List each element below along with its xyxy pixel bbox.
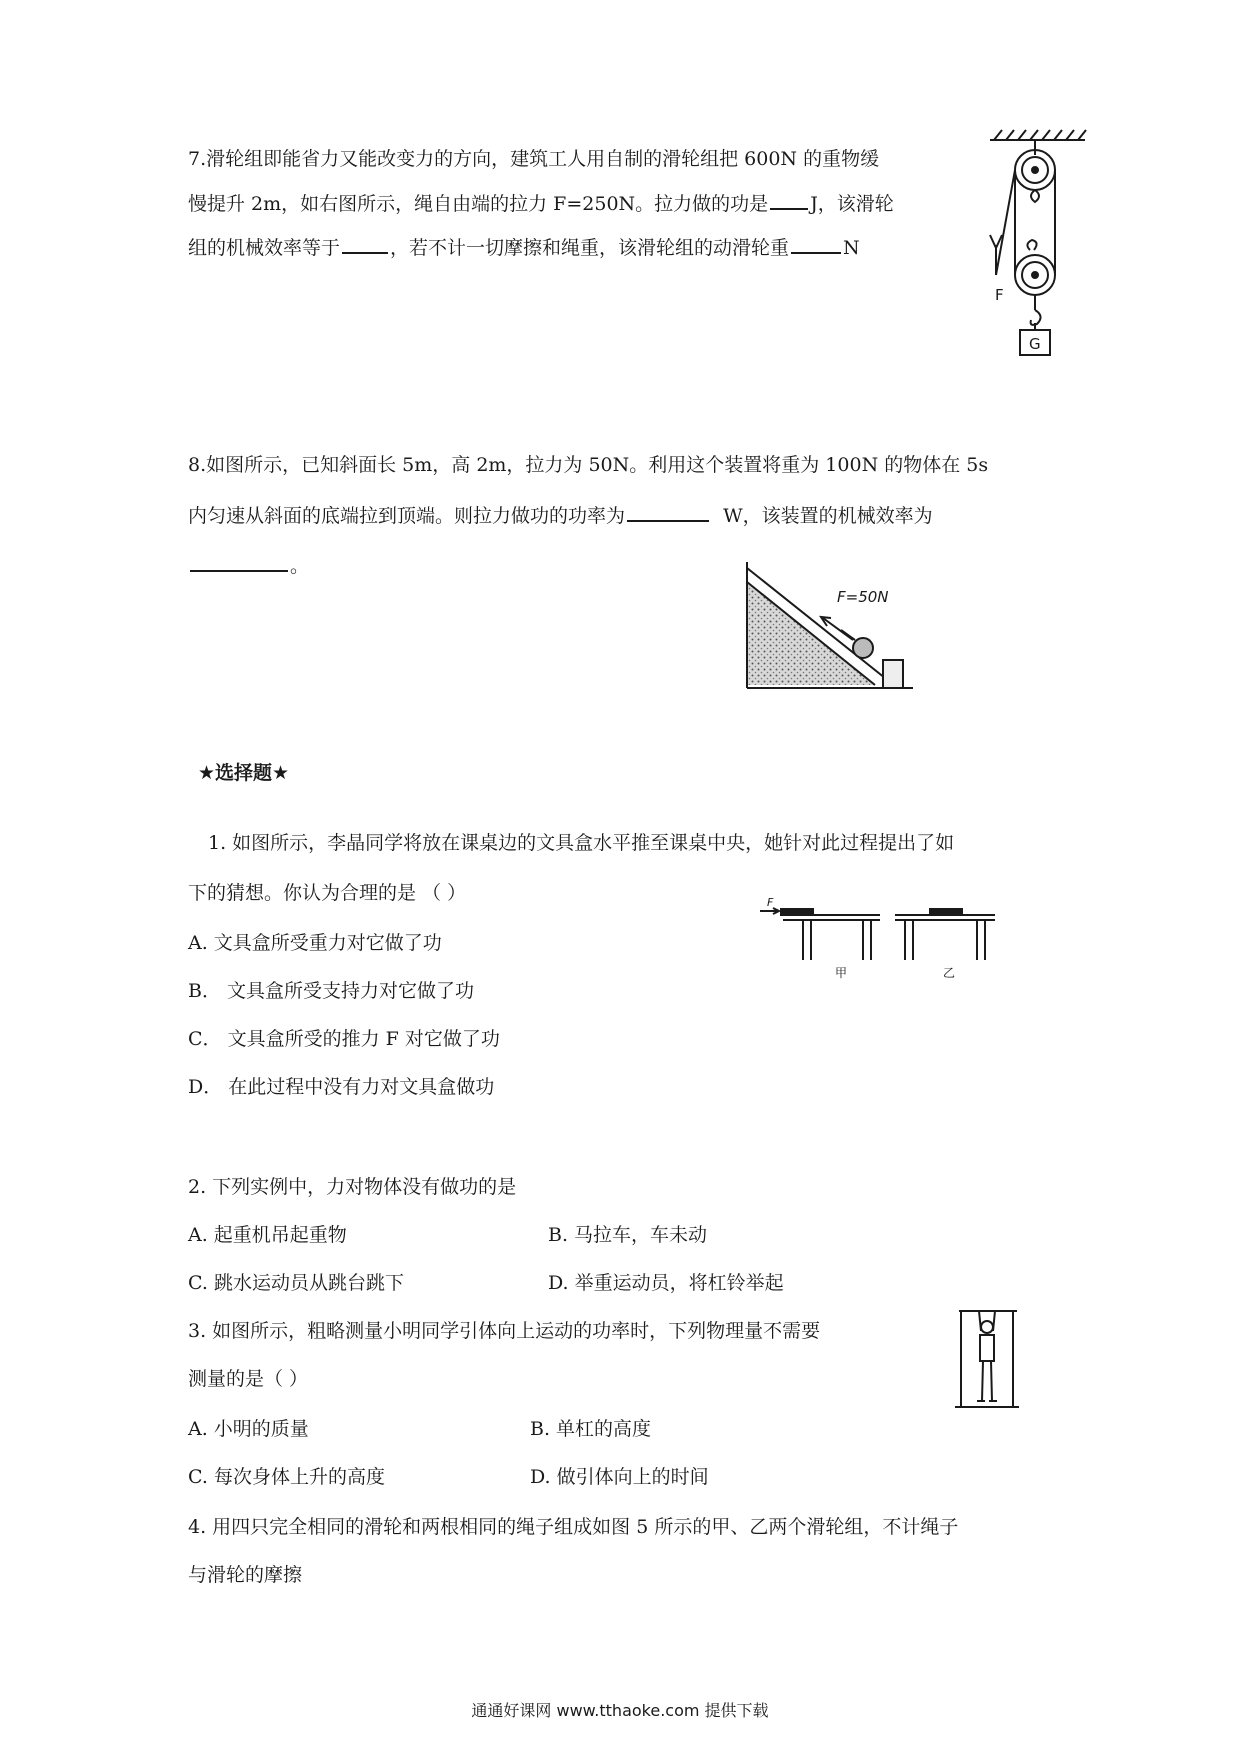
q8-line-2-text-a: 内匀速从斜面的底端拉到顶端。则拉力做功的功率为 — [188, 505, 626, 527]
q7-blank-pulley-weight[interactable] — [791, 234, 841, 254]
q7-line-3 — [188, 234, 860, 261]
c3-line-1: 3. 如图所示，粗略测量小明同学引体向上运动的功率时，下列物理量不需要 — [188, 1320, 821, 1342]
q8-line-3-text: 。 — [290, 555, 310, 577]
incline-figure — [745, 560, 915, 690]
q7-line-3-text-a: 组的机械效率等于 — [188, 237, 341, 259]
c1-option-b[interactable]: B． 文具盒所受支持力对它做了功 — [188, 980, 475, 1002]
q7-line-2 — [188, 190, 894, 217]
c3-option-a[interactable]: A. 小明的质量 — [188, 1418, 309, 1440]
q8-line-3 — [188, 552, 309, 579]
q8-line-2-text-b: W，该装置的机械效率为 — [723, 505, 933, 527]
desk-label-yi: 乙 — [943, 966, 956, 980]
desk-label-jia: 甲 — [835, 966, 848, 980]
q7-line-1: 7.滑轮组即能省力又能改变力的方向，建筑工人用自制的滑轮组把 600N 的重物缓 — [188, 148, 880, 170]
pulley-weight-label: G — [1029, 335, 1041, 353]
pulley-force-label: F — [995, 286, 1004, 304]
c2-stem: 2. 下列实例中，力对物体没有做功的是 — [188, 1176, 517, 1198]
c1-option-d[interactable]: D． 在此过程中没有力对文具盒做功 — [188, 1076, 495, 1098]
desk-force-label: F — [767, 896, 774, 909]
q8-blank-power[interactable] — [627, 502, 709, 522]
q7-line-3-text-c: N — [843, 237, 860, 259]
q7-blank-efficiency[interactable] — [342, 234, 388, 254]
c3-option-d[interactable]: D. 做引体向上的时间 — [530, 1466, 709, 1488]
q7-line-2-text-a: 慢提升 2m，如右图所示，绳自由端的拉力 F=250N。拉力做的功是 — [188, 193, 769, 215]
c4-line-2: 与滑轮的摩擦 — [188, 1564, 303, 1586]
q8-line-1: 8.如图所示，已知斜面长 5m，高 2m，拉力为 50N。利用这个装置将重为 100N 的物体在 5s — [188, 454, 989, 476]
c1-option-c[interactable]: C． 文具盒所受的推力 F 对它做了功 — [188, 1028, 500, 1050]
pull-up-figure — [955, 1305, 1020, 1415]
q8-blank-efficiency[interactable] — [190, 552, 288, 572]
section-title-choice: ★选择题★ — [198, 762, 290, 784]
c2-option-b[interactable]: B. 马拉车，车未动 — [548, 1224, 708, 1246]
c4-line-1: 4. 用四只完全相同的滑轮和两根相同的绳子组成如图 5 所示的甲、乙两个滑轮组，不计绳子 — [188, 1516, 959, 1538]
c2-option-c[interactable]: C. 跳水运动员从跳台跳下 — [188, 1272, 404, 1294]
q7-line-3-text-b: ，若不计一切摩擦和绳重，该滑轮组的动滑轮重 — [390, 237, 790, 259]
pulley-system-figure — [980, 125, 1090, 380]
c3-option-b[interactable]: B. 单杠的高度 — [530, 1418, 652, 1440]
c1-line-2: 下的猜想。你认为合理的是 （ ） — [188, 882, 467, 904]
q8-line-2 — [188, 502, 933, 529]
q7-line-2-text-b: J，该滑轮 — [810, 193, 894, 215]
c3-line-2: 测量的是（ ） — [188, 1368, 309, 1390]
c1-line-1: 1. 如图所示，李晶同学将放在课桌边的文具盒水平推至课桌中央，她针对此过程提出了如 — [208, 832, 955, 854]
c1-option-a[interactable]: A. 文具盒所受重力对它做了功 — [188, 932, 442, 954]
q7-blank-work[interactable] — [770, 190, 808, 210]
c3-option-c[interactable]: C. 每次身体上升的高度 — [188, 1466, 385, 1488]
c2-option-a[interactable]: A. 起重机吊起重物 — [188, 1224, 347, 1246]
desk-figure — [755, 895, 1000, 980]
c2-option-d[interactable]: D. 举重运动员，将杠铃举起 — [548, 1272, 784, 1294]
page-footer: 通通好课网 www.tthaoke.com 提供下载 — [471, 1701, 769, 1720]
incline-force-label: F=50N — [837, 588, 889, 606]
